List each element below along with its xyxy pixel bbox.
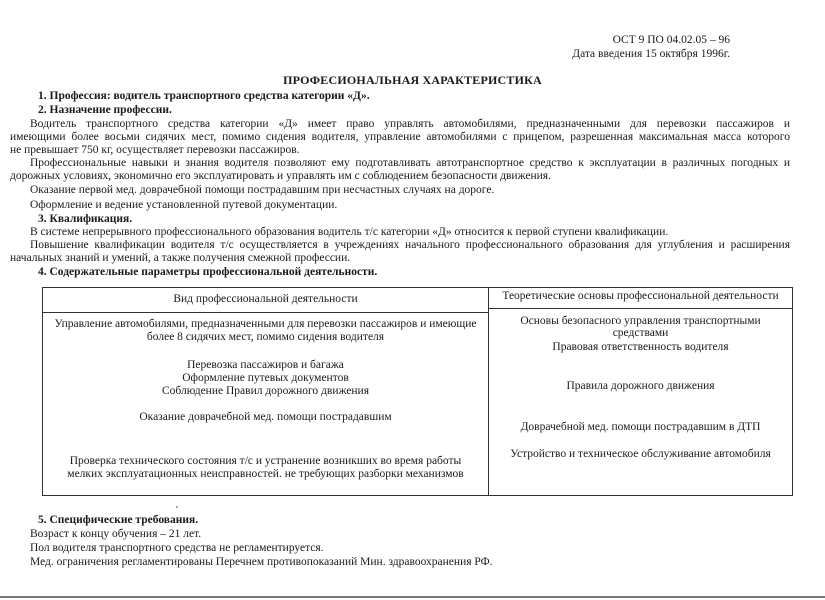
- section-3-paragraph-2-line-1: Повышение квалификации водителя т/с осуществляется в учреждениях начального профессионального образования для углубления и расширения: [30, 239, 790, 251]
- theory-row-3: Правила дорожного движения: [566, 380, 715, 392]
- theory-row-5: Устройство и техническое обслуживание автомобиля: [510, 448, 771, 460]
- activity-column-header-label: Вид профессиональной деятельности: [173, 293, 358, 305]
- section-2-paragraph-2-line-1: Профессиональные навыки и знания водителя позволяют ему подготавливать автотранспортное средство к эксплуатации в различных погодных и: [30, 157, 790, 169]
- theory-row-4: Доврачебной мед. помощи пострадавшим в ДТП: [520, 421, 761, 433]
- section-5-heading: 5. Специфические требования.: [38, 514, 199, 526]
- document-title: ПРОФЕСИОНАЛЬНАЯ ХАРАКТЕРИСТИКА: [283, 73, 542, 87]
- activity-row-5: Оказание доврачебной мед. помощи пострадавшим: [139, 411, 392, 423]
- section-1-heading: 1. Профессия: водитель транспортного средства категории «Д».: [38, 90, 370, 102]
- theory-row-2: Правовая ответственность водителя: [552, 341, 729, 353]
- section-2-paragraph-1-line-1: Водитель транспортного средства категории «Д» имеет право управлять автомобилями, предназначенными для перевозки пассажиров и: [30, 118, 790, 130]
- activity-row-6-line-2: мелких эксплуатационных неисправностей. не требующих разборки механизмов: [67, 468, 464, 480]
- section-2-paragraph-1-line-3: не превышает 750 кг, осуществляет перевозки пассажиров.: [10, 144, 300, 156]
- section-3-heading: 3. Квалификация.: [38, 213, 133, 225]
- theory-column: [489, 288, 792, 495]
- theory-row-1-line-2: средствами: [612, 327, 669, 339]
- document-code: ОСТ 9 ПО 04.02.05 – 96: [612, 34, 730, 46]
- theory-column-header-label: Теоретические основы профессиональной деятельности: [502, 290, 779, 302]
- section-5-paragraph-1: Возраст к концу обучения – 21 лет.: [30, 528, 202, 540]
- section-2-paragraph-2-line-2: дорожных условиях, экономично его эксплуатировать и управлять им с соблюдением безопасности движения.: [10, 170, 551, 182]
- section-3-paragraph-2-line-2: начальных знаний и умений, а также получения смежной профессии.: [10, 252, 351, 264]
- activity-row-4: Соблюдение Правил дорожного движения: [162, 385, 369, 397]
- activity-row-6-line-1: Проверка технического состояния т/с и устранение возникших во время работы: [69, 455, 462, 467]
- activity-column: [43, 288, 489, 495]
- section-3-paragraph-1: В системе непрерывного профессионального образования водитель т/с категории «Д» относится к первой ступени квалификации.: [30, 226, 669, 238]
- scan-speck: [176, 506, 178, 508]
- activity-row-3: Оформление путевых документов: [182, 372, 349, 384]
- theory-row-1-line-1: Основы безопасного управления транспортными: [520, 315, 761, 327]
- activity-column-header: [43, 288, 488, 313]
- section-2-heading: 2. Назначение профессии.: [38, 104, 172, 116]
- page-bottom-edge: [0, 596, 825, 598]
- activity-row-1-line-1: Управление автомобилями, предназначенными для перевозки пассажиров и имеющие: [54, 318, 477, 330]
- section-2-paragraph-4: Оформление и ведение установленной путевой документации.: [30, 199, 338, 211]
- activity-row-2: Перевозка пассажиров и багажа: [187, 359, 344, 371]
- section-4-heading: 4. Содержательные параметры профессиональной деятельности.: [38, 266, 378, 278]
- activity-table: [42, 287, 793, 496]
- section-5-paragraph-2: Пол водителя транспортного средства не регламентируется.: [30, 542, 324, 554]
- section-2-paragraph-3: Оказание первой мед. доврачебной помощи пострадавшим при несчастных случаях на дороге.: [30, 184, 495, 196]
- section-5-paragraph-3: Мед. ограничения регламентированы Перечнем противопоказаний Мин. здравоохранения РФ.: [30, 556, 493, 568]
- section-2-paragraph-1-line-2: имеющими более восьми сидячих мест, помимо сидения водителя, управление автомобилями с прицепом, разрешенная максимальная масса которого: [10, 131, 790, 143]
- theory-column-header: [489, 288, 792, 309]
- intro-date: Дата введения 15 октября 1996г.: [572, 48, 730, 60]
- activity-row-1-line-2: более 8 сидячих мест, помимо сидения водителя: [146, 331, 385, 343]
